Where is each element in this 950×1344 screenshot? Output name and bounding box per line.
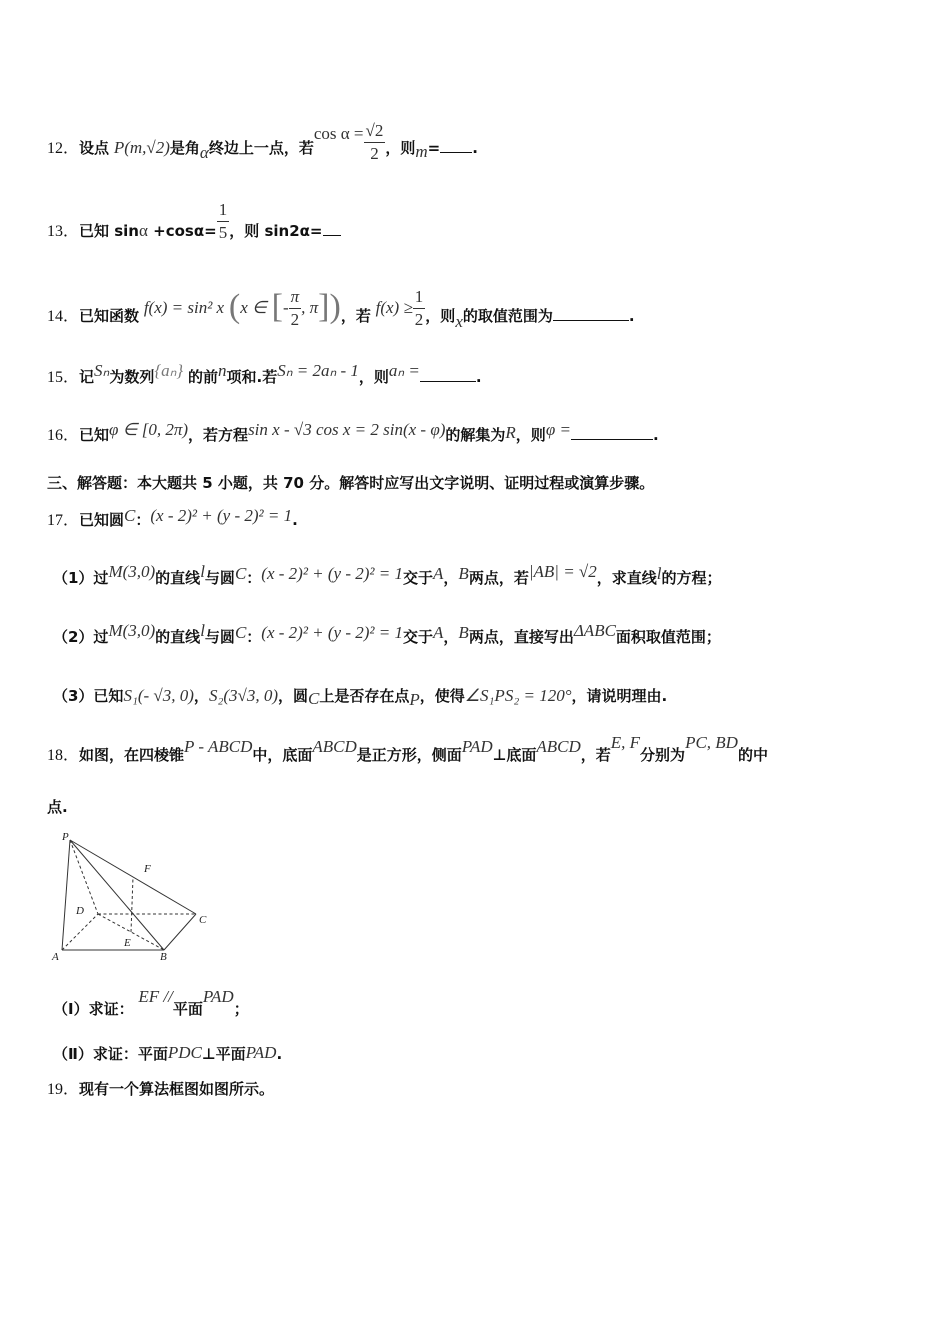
fraction: $\frac{1}{5}$ [218, 200, 228, 242]
fraction: $\frac{√2}{2}$ [365, 121, 384, 163]
edge-pb [70, 840, 164, 950]
question-17: 17．已知圆C：(x - 2)² + (y - 2)² = 1. [47, 506, 298, 529]
question-15: 15．记Sₙ为数列{aₙ} 的前n项和.若Sₙ = 2aₙ - 1，则aₙ = . [47, 361, 482, 386]
edge-pd [70, 840, 98, 914]
answer-blank [571, 425, 653, 440]
section-heading: 三、解答题：本大题共 5 小题，共 70 分。解答时应写出文字说明、证明过程或演算步骤。 [47, 474, 655, 492]
answer-blank [440, 138, 472, 153]
answer-blank [553, 306, 629, 321]
edge-ef [131, 877, 133, 932]
answer-blank [420, 367, 476, 382]
question-18: 18．如图，在四棱锥P - ABCD中，底面ABCD是正方形，侧面PAD⊥底面ABCD，若E, F分别为PC, BD的中 [47, 733, 768, 764]
q12-number: 12． [47, 140, 80, 157]
label-a: A [52, 951, 59, 963]
question-17-part-3: （3）已知S₁(- √3, 0)，S₂(3√3, 0)，圆C上是否存在点P，使得∠S₁PS₂ = 120°，请说明理由. [53, 686, 668, 709]
question-17-part-2: （2）过M(3,0)的直线l与圆C：(x - 2)² + (y - 2)² = 1交于A，B两点，直接写出ΔABC面积取值范围； [53, 621, 721, 646]
question-12: 12．设点 P(m,√2)是角α终边上一点，若cos α = $\frac{√2}{2}$ ，则m= . [47, 121, 478, 163]
answer-blank [323, 221, 341, 236]
label-c: C [199, 914, 207, 926]
label-p: P [62, 831, 69, 843]
label-b: B [160, 951, 167, 963]
label-d: D [76, 905, 84, 917]
question-18-part-2: （Ⅱ）求证：平面PDC⊥平面PAD. [53, 1043, 283, 1063]
question-19: 19．现有一个算法框图如图所示。 [47, 1080, 275, 1098]
label-f: F [144, 863, 151, 875]
edge-ad [62, 914, 98, 950]
question-18-continued: 点. [47, 798, 68, 816]
fraction: $\frac{\pi}{2}$ [290, 287, 300, 329]
question-14: 14．已知函数 f(x) = sin² x (x ∈ [- $\frac{\pi}{2}$ , π])，若 f(x) ≥ $\frac{1}{2}$ ，则x的取值范围为 . [47, 287, 635, 331]
question-16: 16．已知φ ∈ [0, 2π)，若方程sin x - √3 cos x = 2 sin(x - φ)的解集为R，则φ = . [47, 420, 659, 444]
fraction: $\frac{1}{2}$ [414, 287, 424, 329]
question-18-part-1: （Ⅰ）求证： EF //平面PAD； [53, 987, 249, 1018]
question-17-part-1: （1）过M(3,0)的直线l与圆C：(x - 2)² + (y - 2)² = 1交于A，B两点，若|AB| = √2，求直线l的方程； [53, 562, 722, 587]
point-p: P(m,√2) [113, 138, 170, 157]
pyramid-figure [48, 826, 218, 966]
edge-pa [62, 840, 70, 950]
label-e: E [124, 937, 131, 949]
edge-bc [164, 914, 196, 950]
question-13: 13．已知 sinα +cosα= $\frac{1}{5}$ ，则 sin2α= [47, 209, 341, 254]
